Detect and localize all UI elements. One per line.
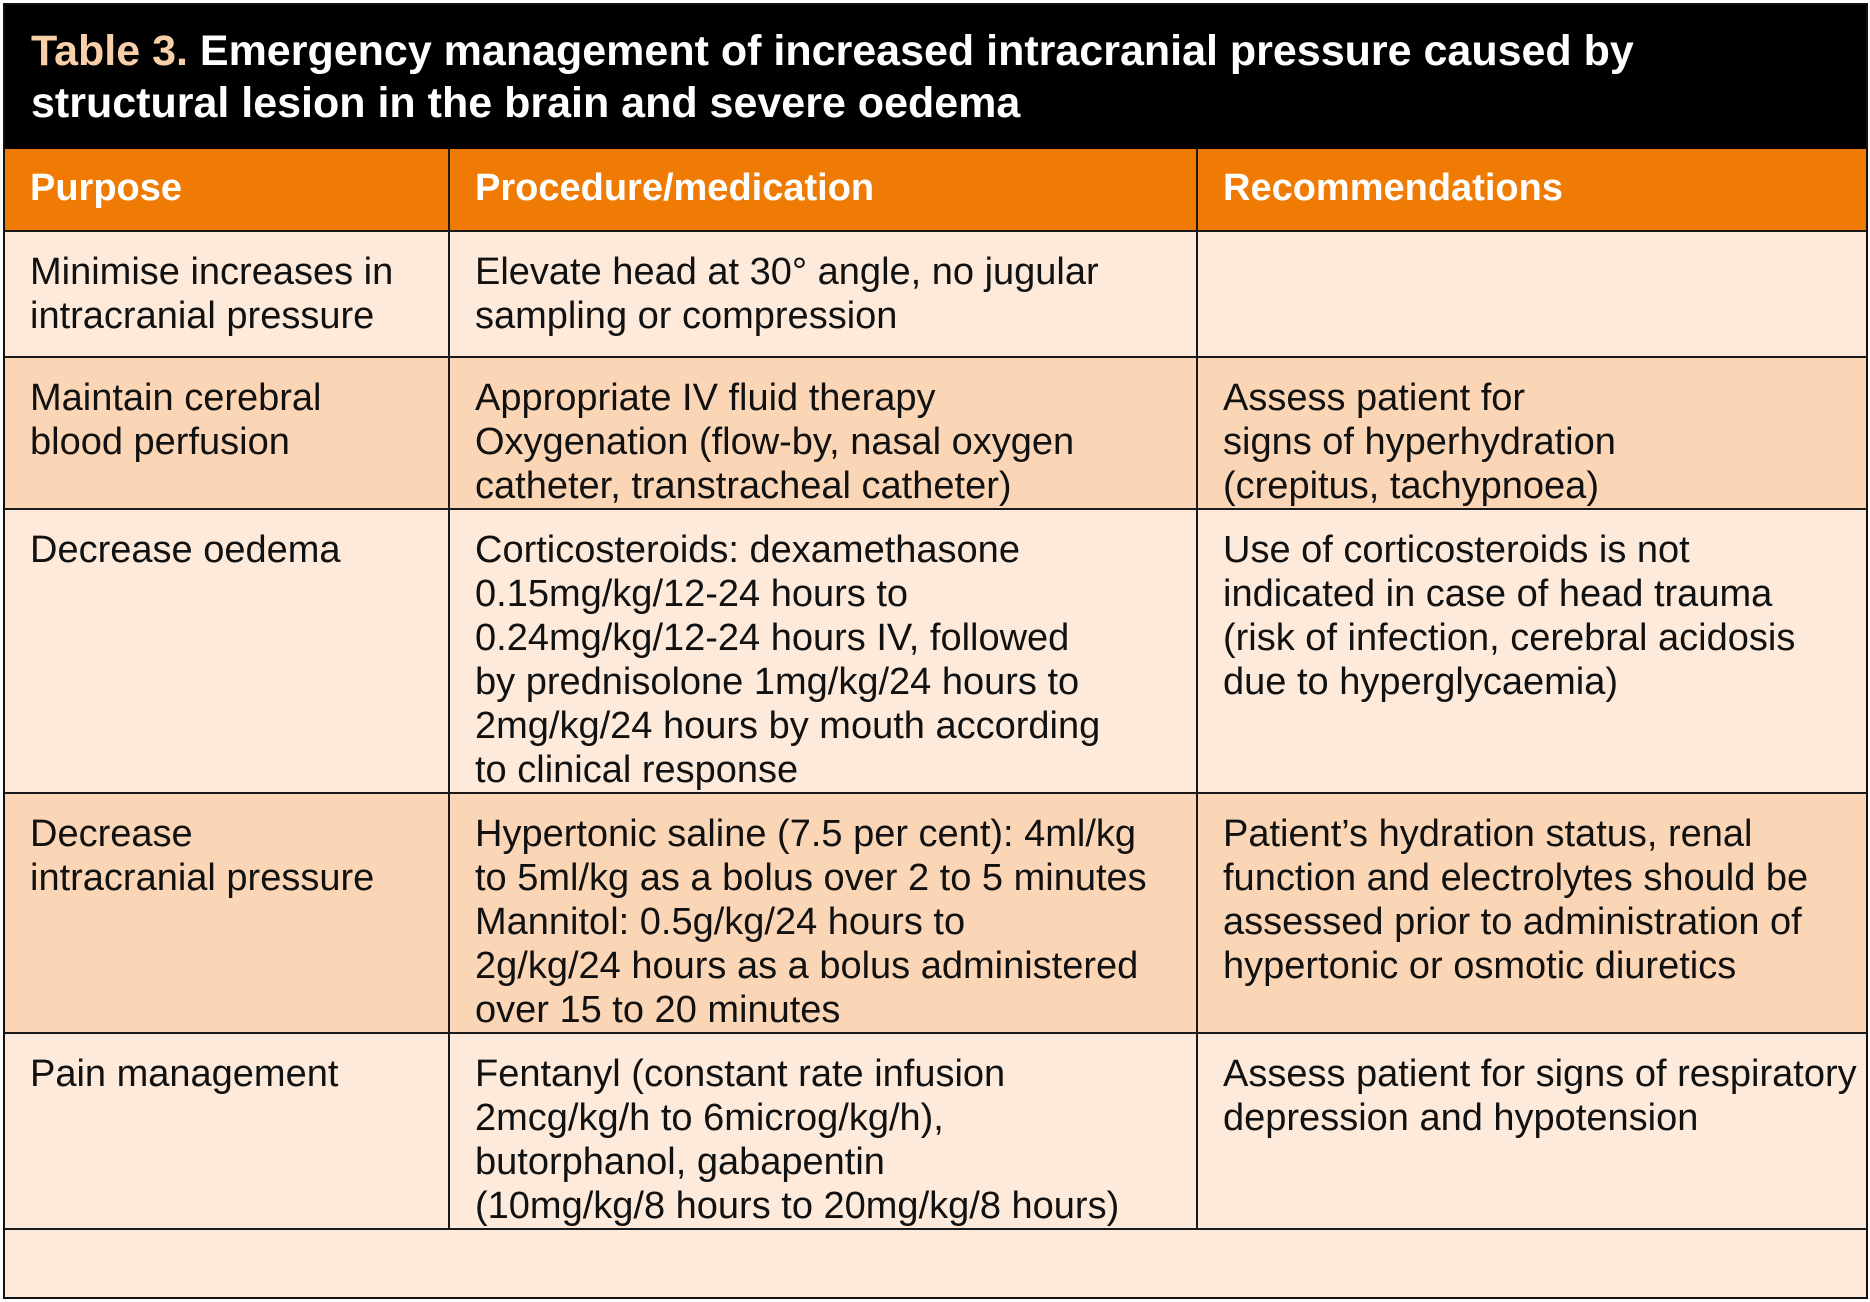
purpose-cell-line: Maintain cerebral — [30, 377, 322, 419]
recommendations-cell-line: depression and hypotension — [1223, 1097, 1699, 1139]
purpose-cell — [5, 793, 449, 1033]
procedure-cell-line: 0.24mg/kg/12-24 hours IV, followed — [475, 617, 1070, 659]
recommendations-cell-line: function and electrolytes should be — [1223, 857, 1809, 899]
recommendations-cell — [1197, 509, 1866, 793]
header-row — [5, 149, 1866, 231]
purpose-cell — [5, 231, 449, 357]
recommendations-cell-line: Assess patient for signs of respiratory — [1223, 1053, 1857, 1095]
procedure-cell-line: to clinical response — [475, 749, 799, 791]
recommendations-cell-line: (crepitus, tachypnoea) — [1223, 465, 1599, 507]
table-number-label: Table 3. — [31, 27, 188, 75]
recommendations-cell-line: signs of hyperhydration — [1223, 421, 1616, 463]
table-row — [5, 231, 1866, 357]
table-frame — [3, 3, 1868, 1299]
recommendations-cell — [1197, 231, 1866, 357]
purpose-cell — [5, 357, 449, 509]
recommendations-cell-line: Assess patient for — [1223, 377, 1526, 419]
procedure-cell-line: Fentanyl (constant rate infusion — [475, 1053, 1006, 1095]
purpose-cell — [5, 509, 449, 793]
procedure-cell-line: Hypertonic saline (7.5 per cent): 4ml/kg — [475, 813, 1137, 855]
table-row — [5, 1033, 1866, 1229]
purpose-cell-line: Minimise increases in — [30, 251, 394, 293]
recommendations-cell — [1197, 1033, 1866, 1229]
procedure-cell-line: 2g/kg/24 hours as a bolus administered — [475, 945, 1139, 987]
recommendations-cell-line: Use of corticosteroids is not — [1223, 529, 1690, 571]
recommendations-cell — [1197, 357, 1866, 509]
procedure-cell-line: Elevate head at 30° angle, no jugular — [475, 251, 1099, 293]
procedure-cell-line: by prednisolone 1mg/kg/24 hours to — [475, 661, 1080, 703]
procedure-cell-line: Mannitol: 0.5g/kg/24 hours to — [475, 901, 966, 943]
table-row — [5, 357, 1866, 509]
recommendations-cell-line: hypertonic or osmotic diuretics — [1223, 945, 1737, 987]
recommendations-cell-line: assessed prior to administration of — [1223, 901, 1802, 943]
procedure-cell-line: 2mg/kg/24 hours by mouth according — [475, 705, 1101, 747]
recommendations-cell-line: due to hyperglycaemia) — [1223, 661, 1618, 703]
table-title-line-1: Emergency management of increased intracranial pressure caused by — [199, 27, 1634, 75]
procedure-cell-line: (10mg/kg/8 hours to 20mg/kg/8 hours) — [475, 1185, 1120, 1227]
procedure-cell-line: sampling or compression — [475, 295, 898, 337]
management-table — [5, 149, 1866, 1230]
table-row — [5, 793, 1866, 1033]
procedure-cell-line: Corticosteroids: dexamethasone — [475, 529, 1020, 571]
purpose-cell-line: Pain management — [30, 1053, 339, 1095]
recommendations-cell-line: (risk of infection, cerebral acidosis — [1223, 617, 1796, 659]
procedure-cell — [449, 231, 1197, 357]
purpose-cell-line: intracranial pressure — [30, 295, 375, 337]
procedure-cell-line: to 5ml/kg as a bolus over 2 to 5 minutes — [475, 857, 1147, 899]
column-header-purpose: Purpose — [5, 149, 449, 231]
recommendations-cell — [1197, 793, 1866, 1033]
purpose-cell — [5, 1033, 449, 1229]
recommendations-cell-line: Patient’s hydration status, renal — [1223, 813, 1753, 855]
column-header-recommendations: Recommendations — [1197, 149, 1866, 231]
purpose-cell-line: Decrease oedema — [30, 529, 341, 571]
column-header-procedure: Procedure/medication — [449, 149, 1197, 231]
procedure-cell — [449, 509, 1197, 793]
purpose-cell-line: blood perfusion — [30, 421, 290, 463]
purpose-cell-line: intracranial pressure — [30, 857, 375, 899]
table-body — [5, 231, 1866, 1229]
procedure-cell-line: 0.15mg/kg/12-24 hours to — [475, 573, 909, 615]
recommendations-cell-line: indicated in case of head trauma — [1223, 573, 1773, 615]
table-row — [5, 509, 1866, 793]
procedure-cell-line: butorphanol, gabapentin — [475, 1141, 885, 1183]
procedure-cell-line: Appropriate IV fluid therapy — [475, 377, 936, 419]
procedure-cell-line: over 15 to 20 minutes — [475, 989, 841, 1031]
purpose-cell-line: Decrease — [30, 813, 193, 855]
procedure-cell — [449, 1033, 1197, 1229]
table-title-line-2: structural lesion in the brain and severe oedema — [31, 79, 1021, 127]
procedure-cell — [449, 357, 1197, 509]
table-title — [5, 5, 1866, 149]
procedure-cell-line: 2mcg/kg/h to 6microg/kg/h), — [475, 1097, 944, 1139]
procedure-cell — [449, 793, 1197, 1033]
procedure-cell-line: catheter, transtracheal catheter) — [475, 465, 1012, 507]
procedure-cell-line: Oxygenation (flow-by, nasal oxygen — [475, 421, 1075, 463]
